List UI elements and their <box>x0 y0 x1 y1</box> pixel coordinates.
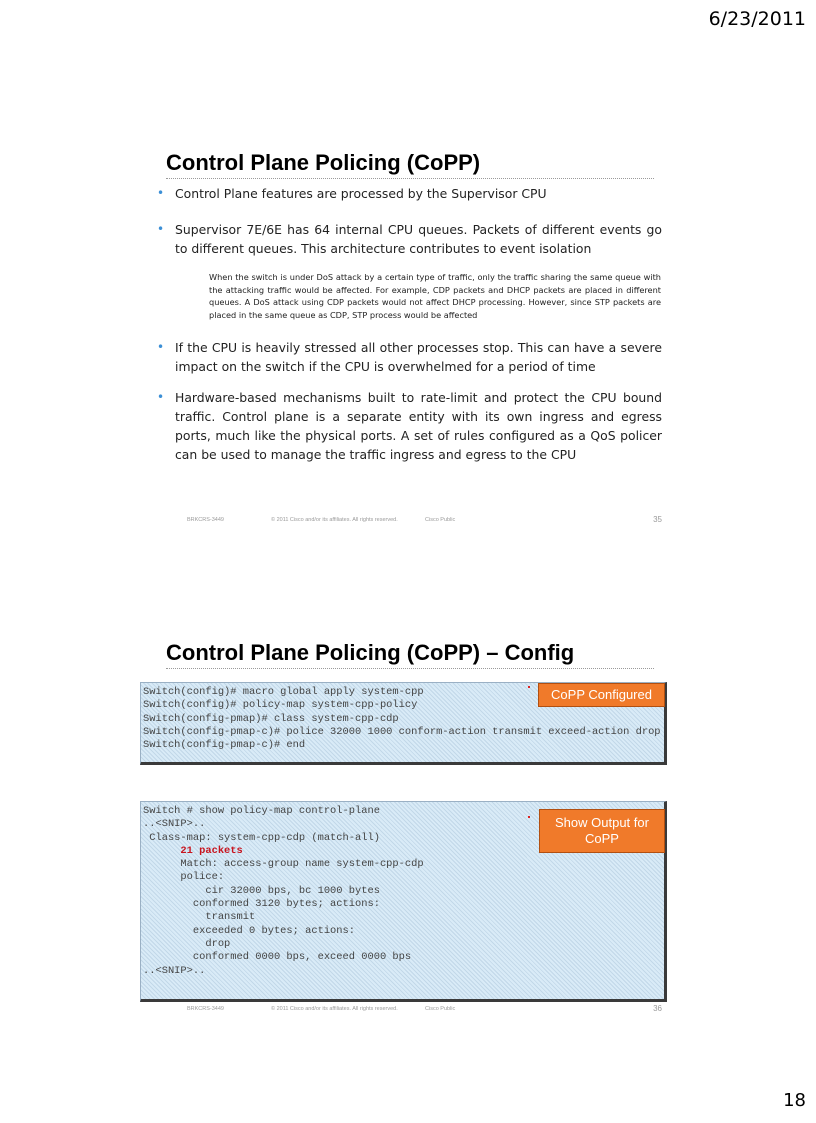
slide-2-footer <box>187 1004 662 1016</box>
red-marker-icon <box>528 816 530 818</box>
code-line: police: <box>143 871 225 884</box>
slide-1-bullets-fourth <box>156 388 662 464</box>
code-line: ..<SNIP>.. <box>143 964 206 977</box>
bullet-item: • Control Plane features are processed by the Supervisor CPU <box>157 186 547 201</box>
code-line: Switch(config-pmap)# class system-cpp-cdp <box>143 712 399 725</box>
code-line: Switch(config-pmap-c)# end <box>143 739 306 752</box>
slide-1-bullets-third <box>156 338 662 376</box>
bullet-dot-icon: • <box>157 222 165 236</box>
bullet-item: • If the CPU is heavily stressed all other processes stop. This can have a severe impact on the switch if the CPU is overwhelmed for a period of time <box>157 340 662 374</box>
slide-1-bullets-second <box>156 220 662 258</box>
footer-classification: Cisco Public <box>425 1006 456 1012</box>
slide-1-footer <box>187 515 662 527</box>
code-line: Switch(config-pmap-c)# police 32000 1000 conform-action transmit exceed-action drop <box>143 725 661 738</box>
slide-1-bullets-top <box>156 184 662 203</box>
page-date: 6/23/2011 <box>708 8 806 30</box>
slide-1-sub-note: When the switch is under DoS attack by a certain type of traffic, only the traffic sharing the same queue with the attacking traffic would be affected. For example, CDP packets and DHCP packets are placed in different queues. A DoS attack using CDP packets would not affect DHCP processing. However, since STP packets are placed in the same queue as CDP, STP process would be affected <box>209 272 661 320</box>
bullet-dot-icon: • <box>157 340 165 354</box>
footer-slide-number: 35 <box>653 515 662 524</box>
bullet-item: • Hardware-based mechanisms built to rate-limit and protect the CPU bound traffic. Control plane is a separate entity with its own ingress and egress ports, much like the physical ports. A set of rules configured as a QoS policer can be used to manage the traffic ingress and egress to the CPU <box>157 390 662 462</box>
page-number: 18 <box>783 1090 806 1111</box>
red-marker-icon <box>528 686 530 688</box>
slide-2-title-rule <box>166 668 654 669</box>
footer-code: BRKCRS-3449 <box>187 1006 224 1012</box>
code-line: ..<SNIP>.. <box>143 818 206 831</box>
bullet-dot-icon: • <box>157 186 165 200</box>
show-output-callout: Show Output for CoPP <box>539 809 665 853</box>
code-line: Switch(config)# macro global apply system-cpp <box>143 686 424 698</box>
code-line: Match: access-group name system-cpp-cdp <box>143 858 424 871</box>
copp-configured-callout: CoPP Configured <box>538 683 665 707</box>
code-line: Switch # show policy-map control-plane <box>143 805 380 817</box>
code-line: exceeded 0 bytes; actions: <box>143 924 356 937</box>
footer-copyright: © 2011 Cisco and/or its affiliates. All rights reserved. <box>271 1006 398 1012</box>
slide-1-title-rule <box>166 178 654 179</box>
bullet-dot-icon: • <box>157 390 165 404</box>
footer-copyright: © 2011 Cisco and/or its affiliates. All rights reserved. <box>271 517 398 523</box>
code-line: drop <box>143 937 231 950</box>
code-line: Switch(config)# policy-map system-cpp-policy <box>143 699 418 712</box>
footer-classification: Cisco Public <box>425 517 456 523</box>
packet-count-line: 21 packets <box>143 844 243 857</box>
footer-slide-number: 36 <box>653 1004 662 1013</box>
code-line: Class-map: system-cpp-cdp (match-all) <box>143 831 380 844</box>
code-line: conformed 0000 bps, exceed 0000 bps <box>143 951 412 964</box>
slide-1-title: Control Plane Policing (CoPP) <box>166 150 481 175</box>
slide-2-title: Control Plane Policing (CoPP) – Config <box>166 640 575 665</box>
code-line: cir 32000 bps, bc 1000 bytes <box>143 884 380 897</box>
footer-code: BRKCRS-3449 <box>187 517 224 523</box>
code-line: conformed 3120 bytes; actions: <box>143 898 380 911</box>
bullet-item: • Supervisor 7E/6E has 64 internal CPU queues. Packets of different events go to different queues. This architecture contributes to event isolation <box>157 222 662 256</box>
code-line: transmit <box>143 911 256 924</box>
